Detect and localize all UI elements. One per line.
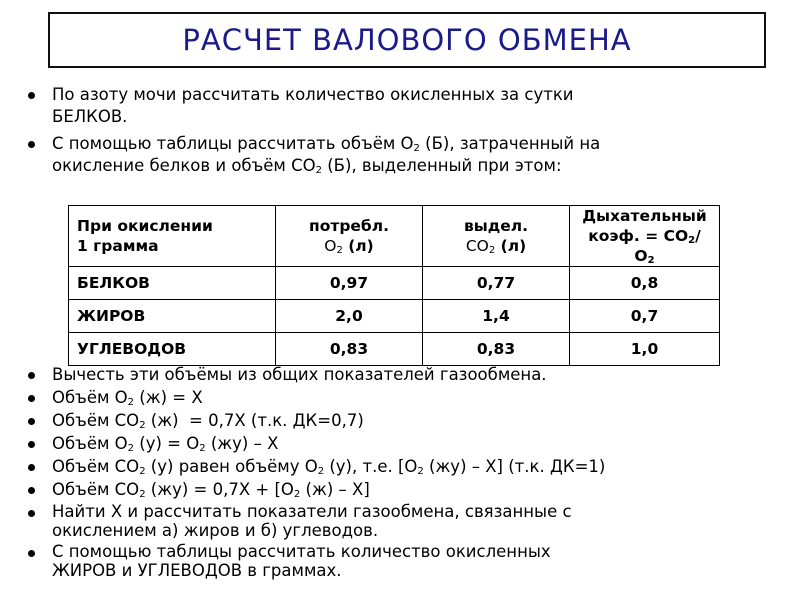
row-label: УГЛЕВОДОВ [69, 333, 276, 366]
row-label: БЕЛКОВ [69, 267, 276, 300]
table-row [69, 300, 720, 333]
bullet-item: Найти Х и рассчитать показатели газообмена, связанные с окислением а) жиров и б) углеводов. [28, 502, 768, 540]
gas-exchange-table [68, 205, 720, 366]
header-cell: При окислении 1 грамма [69, 206, 276, 267]
bullet-dot [28, 464, 35, 471]
row-label: ЖИРОВ [69, 300, 276, 333]
bullet-dot [28, 550, 35, 557]
header-cell: потребл. $О_2$ (л) [276, 206, 423, 267]
header-cell: выдел. $СО_2$ (л) [423, 206, 570, 267]
bullet-item: Объём $СО_2$ $(жу) = 0,7Х + [О_2$ (ж) – Х] [28, 479, 768, 500]
table-header-row [69, 206, 720, 267]
co2-cell: 0,77 [423, 267, 570, 300]
bullet-item: Вычесть эти объёмы из общих показателей газообмена. [28, 364, 768, 385]
bullet-dot [28, 395, 35, 402]
page-title: РАСЧЕТ ВАЛОВОГО ОБМЕНА [182, 23, 632, 57]
bullet-dot [28, 441, 35, 448]
bullet-item: Объём $О_2$ $(у) = О_2$ (жу) – Х [28, 433, 768, 454]
bullet-dot [28, 141, 35, 148]
rq-cell: 0,8 [570, 267, 720, 300]
header-cell: Дыхательный коэф. = $СО_2/$ $О_2$ [570, 206, 720, 267]
rq-cell: 0,7 [570, 300, 720, 333]
bullet-item: Объём $О_2$ (ж) = Х [28, 387, 768, 408]
bullet-dot [28, 418, 35, 425]
co2-cell: 0,83 [423, 333, 570, 366]
table-row [69, 267, 720, 300]
rq-cell: 1,0 [570, 333, 720, 366]
intro-bullets [28, 84, 728, 182]
o2-cell: 0,83 [276, 333, 423, 366]
bullet-dot [28, 510, 35, 517]
o2-cell: 2,0 [276, 300, 423, 333]
table-row [69, 333, 720, 366]
o2-cell: 0,97 [276, 267, 423, 300]
bullet-item: По азоту мочи рассчитать количество окисленных за сутки БЕЛКОВ. [28, 84, 728, 128]
bullet-item: С помощью таблицы рассчитать объём $О_2$ (Б), затраченный на окисление белков и объём $СО_2$ (Б), выделенный при этом: [28, 133, 728, 177]
steps-bullets [28, 364, 768, 582]
bullet-item: Объём $СО_2$ (ж) = 0,7Х (т.к. ДК=0,7) [28, 410, 768, 431]
bullet-dot [28, 372, 35, 379]
bullet-dot [28, 487, 35, 494]
bullet-item: Объём $СО_2$ (у) равен объёму $О_2$ (у), т.е. [$О_2$ (жу) – Х] (т.к. ДК=1) [28, 456, 768, 477]
co2-cell: 1,4 [423, 300, 570, 333]
bullet-dot [28, 92, 35, 99]
title-box [48, 12, 766, 68]
bullet-item: С помощью таблицы рассчитать количество окисленных ЖИРОВ и УГЛЕВОДОВ в граммах. [28, 542, 768, 580]
